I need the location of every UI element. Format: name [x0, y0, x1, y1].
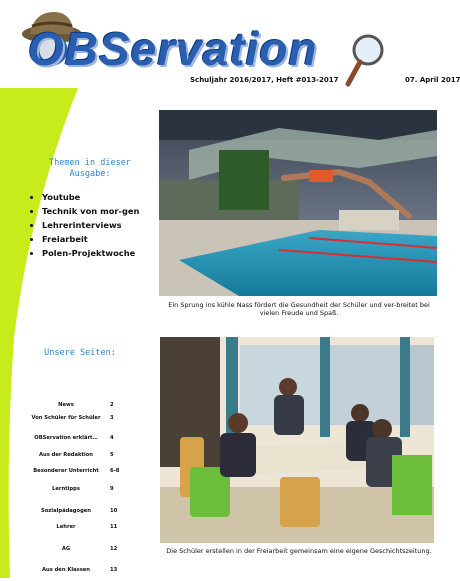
theme-item: • Youtube [42, 192, 177, 203]
toc-label: OBServation erklärt… [34, 435, 98, 441]
issue-date: 07. April 2017 [405, 76, 460, 84]
toc-page: 11 [110, 524, 118, 530]
toc-row[interactable] [24, 524, 128, 538]
toc-row[interactable] [24, 546, 128, 560]
toc-page: 5 [110, 452, 114, 458]
masthead [0, 0, 460, 84]
toc-row[interactable] [24, 486, 128, 500]
toc-label: Besonderer Unterricht [33, 468, 99, 474]
toc-label: Aus den Klassen [41, 567, 91, 573]
toc-page: 10 [110, 508, 118, 514]
magnifier-icon [340, 30, 390, 90]
photo-caption-classroom: Die Schüler erstellen in der Freiarbeit gemeinsam eine eigene Geschichtszeitung. [166, 547, 432, 555]
toc-row[interactable] [24, 567, 128, 581]
toc-label: Aus der Redaktion [39, 452, 93, 458]
theme-item: • Polen-Projektwoche [42, 248, 177, 259]
toc-row[interactable] [24, 508, 128, 522]
issue-info: Schuljahr 2016/2017, Heft #013-2017 [190, 76, 339, 84]
toc-row[interactable] [24, 435, 128, 449]
theme-item: • Technik von mor-gen [42, 206, 177, 217]
toc-label: Lerntipps [52, 486, 80, 492]
toc-page: 2 [110, 402, 114, 408]
toc-page: 6-8 [110, 468, 120, 474]
toc-page: 13 [110, 567, 118, 573]
theme-item: • Lehrerinterviews [42, 220, 177, 231]
toc-page: 12 [110, 546, 118, 552]
toc-page: 4 [110, 435, 114, 441]
photo-swimming-pool [159, 110, 437, 296]
toc-page: 3 [110, 415, 114, 421]
photo-classroom [160, 337, 434, 543]
toc-label: Von Schüler für Schüler [31, 415, 101, 421]
themes-list [28, 192, 177, 262]
logo-title: OBServation [28, 23, 318, 75]
themes-heading: Themen in dieser Ausgabe: [49, 158, 131, 179]
toc-label: News [58, 402, 74, 408]
toc-label: Sozialpädagogen [40, 508, 91, 514]
pages-heading: Unsere Seiten: [44, 348, 116, 358]
toc-page: 9 [110, 486, 114, 492]
toc-label: AG [61, 546, 71, 552]
toc-row[interactable] [24, 468, 128, 482]
photo-caption-pool: Ein Sprung ins kühle Nass fördert die Gesundheit der Schüler und ver-breitet bei vielen Freude und Spaß. [168, 301, 430, 317]
toc-row[interactable] [24, 452, 128, 466]
theme-item: • Freiarbeit [42, 234, 177, 245]
toc-row[interactable] [24, 415, 128, 429]
toc-row[interactable] [24, 402, 128, 416]
toc-label: Lehrer [56, 524, 76, 530]
